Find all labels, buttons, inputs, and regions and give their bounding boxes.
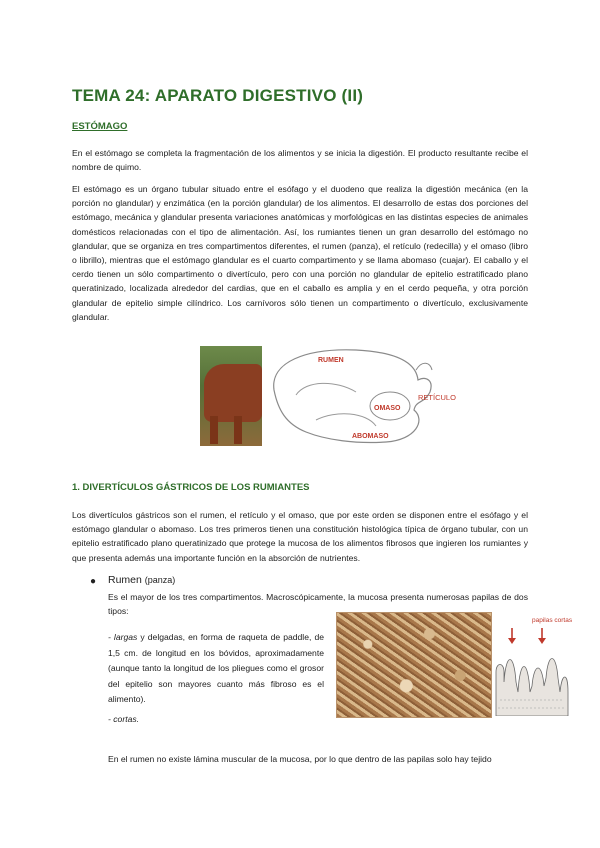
- subsection-heading: 1. DIVERTÍCULOS GÁSTRICOS DE LOS RUMIANTES: [72, 482, 310, 493]
- stomach-figure: [200, 340, 460, 452]
- diverticulos-paragraph: Los divertículos gástricos son el rumen, el retículo y el omaso, que por este orden se disponen entre el esófago y el estómago glandular o abomaso. Los tres primeros tienen una constitución histológica típica de órgano tubular, con un epitelio estratificado plano queratinizado que protege la mucosa de los alimentos fibrosos que ingieren los rumiantes y que presenta además una importante función en la absorción de nutrientes.: [72, 510, 528, 563]
- cow-photo: [200, 346, 262, 446]
- largas-desc: y delgadas, en forma de raqueta de paddle, de 1,5 cm. de longitud en los bóvidos, aproximadamente (aunque tanto la longitud de los pliegues como el grosor del epitelio son mayores cuanto más fibroso es el alimento).: [108, 632, 325, 704]
- section-heading: ESTÓMAGO: [72, 121, 128, 132]
- omaso-label: OMASO: [374, 405, 401, 412]
- papilas-cortas-label: papilas cortas: [532, 617, 572, 624]
- abomaso-label: ABOMASO: [352, 433, 389, 440]
- stomach-diagram: [266, 340, 458, 452]
- reticulo-label: RETÍCULO: [418, 393, 456, 402]
- rumen-paren: (panza): [144, 575, 176, 585]
- page-title: TEMA 24: APARATO DIGESTIVO (II): [72, 86, 364, 105]
- bullet-icon: ●: [90, 576, 97, 587]
- largas-term: - largas: [108, 632, 138, 642]
- papilas-largas-item: [108, 630, 324, 708]
- rumen-label: RUMEN: [318, 357, 344, 364]
- rumen-intro: Es el mayor de los tres compartimentos. Macroscópicamente, la mucosa presenta numerosas papilas de dos tipos:: [108, 592, 528, 617]
- rumen-name: Rumen: [108, 574, 142, 586]
- papilas-cortas-item: [108, 712, 324, 726]
- stomach-paragraph: El estómago es un órgano tubular situado entre el esófago y el duodeno que realiza la digestión mecánica (en la porción no glandular) y enzimática (en la porción glandular) de los alimentos. El desarrollo de estas dos porciones del estómago, mecánica y glandular presenta variaciones anatómicas y morfológicas en las distintas especies de animales domésticos relacionadas con el tipo de alimentación. Así, los rumiantes tienen un gran desarrollo del estómago no glandular, que se organiza en tres compartimentos diferentes, el rumen (panza), el retículo (redecilla) y el omaso (libro o librillo), mientras que el estómago glandular es el cuarto compartimento y se llama abomaso (cuajar). El caballo y el cerdo tienen un sólo compartimento o divertículo, pero con una porción no glandular de epitelio estratificado plano queratinizado, localizada alrededor del cardias, que en el caballo es amplia y en el cerdo pequeña, y otra porción glandular de epitelio simple cilíndrico. Los carnívoros sólo tienen un compartimento o divertículo, exclusivamente glandular.: [72, 184, 528, 322]
- lamina-paragraph: En el rumen no existe lámina muscular de la mucosa, por lo que dentro de las papilas solo hay tejido: [108, 754, 492, 764]
- cortas-term: - cortas.: [108, 714, 140, 724]
- rumen-heading: [108, 574, 175, 586]
- intro-paragraph: En el estómago se completa la fragmentación de los alimentos y se inicia la digestión. El producto resultante recibe el nombre de quimo.: [72, 148, 528, 173]
- histology-diagram: [492, 612, 572, 716]
- rumen-mucosa-photo: [336, 612, 492, 718]
